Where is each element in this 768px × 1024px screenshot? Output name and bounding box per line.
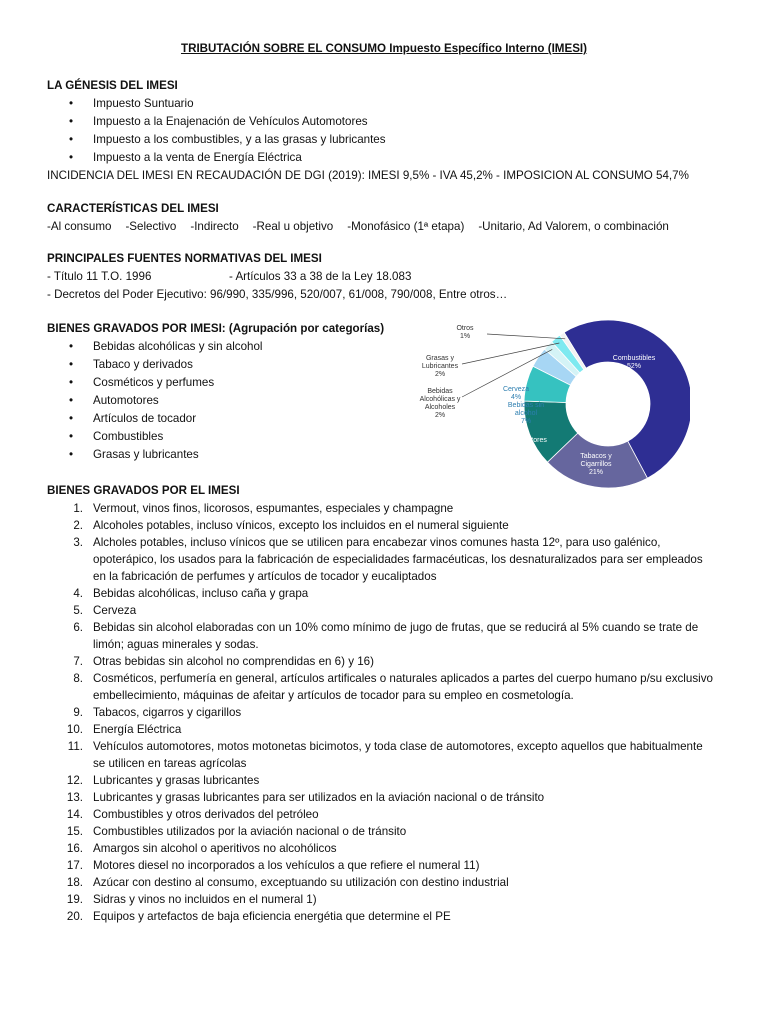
list-item-number: 15. [66,825,83,838]
label-line: 2% [434,412,446,419]
list-item-number: 9. [73,706,83,719]
list-item [47,806,717,823]
list-item-text: Alcholes potables, incluso vínicos que se utilicen para encabezar vinos comunes hasta 12º, para uso galénico, opoterápico, los usados para la fabricación de especialidades farmacéuticas, los desnaturalizados para ser empleados en la fabricación de perfumes y artículos de tocador y eucaliptados [93,536,703,583]
list-item-number: 17. [66,859,83,872]
list-item [47,517,717,534]
label-line: 52% [626,363,642,370]
list-item-text: Vermout, vinos finos, licorosos, espumantes, especiales y champagne [93,502,454,515]
list-item-number: 8. [73,672,83,685]
list-item: • Automotores [47,392,407,410]
list-item-number: 16. [66,842,83,855]
list-item-number: 20. [66,910,83,923]
label-line: alcohol [514,410,538,417]
label-line: Bebidas sin [507,402,545,409]
imesi-donut-chart [410,318,690,498]
list-item [47,653,717,670]
bienes-section [47,482,737,925]
list-item-number: 13. [66,791,83,804]
list-item [47,670,717,704]
list-item-number: 10. [66,723,83,736]
caracteristica-item: -Monofásico (1ª etapa) [347,220,465,233]
label-line: Cigarrillos [580,461,612,468]
list-item [47,619,717,653]
list-item-number: 14. [66,808,83,821]
list-item-number: 12. [66,774,83,787]
list-item: • Artículos de tocador [47,410,407,428]
caracteristicas-row [47,218,737,236]
list-item [47,840,717,857]
genesis-section [47,77,737,185]
label-line: Cerveza [502,386,530,393]
list-item: • Impuesto a la venta de Energía Eléctrica [47,149,737,167]
list-item-text: Azúcar con destino al consumo, exceptuando su utilización con destino industrial [93,876,509,889]
list-item-number: 5. [73,604,83,617]
list-item-text: Motores diesel no incorporados a los vehículos a que refiere el numeral 11) [93,859,480,872]
caracteristicas-section [47,200,737,236]
list-item-text: Lubricantes y grasas lubricantes [93,774,260,787]
label-otros [456,325,474,340]
fuente-titulo: - Título 11 T.O. 1996 [47,270,152,283]
list-item: • Tabaco y derivados [47,356,407,374]
list-item-number: 11. [67,740,83,753]
list-item-text: Vehículos automotores, motos motonetas bicimotos, y toda clase de automotores, excepto aquellos que habitualmente se utilicen en tareas agrícolas [93,740,703,770]
fuentes-section [47,250,737,304]
list-item-number: 3. [73,536,83,549]
label-line: Combustibles [612,355,656,362]
list-item [47,874,717,891]
label-line: Bebidas [427,388,453,395]
bienes-heading: BIENES GRAVADOS POR EL IMESI [47,484,240,497]
fuentes-heading: PRINCIPALES FUENTES NORMATIVAS DEL IMESI [47,252,322,265]
label-line: Alcoholes [424,404,456,411]
list-item [47,891,717,908]
list-item [47,500,717,517]
label-line: Alcohólicas y [419,396,461,403]
list-item [47,721,717,738]
list-item-text: Otras bebidas sin alcohol no comprendidas en 6) y 16) [93,655,374,668]
list-item: • Impuesto Suntuario [47,95,737,113]
label-line: 7% [520,418,532,425]
list-item-text: Amargos sin alcohol o aperitivos no alcohólicos [93,842,337,855]
list-item [47,857,717,874]
list-item [47,602,717,619]
list-item-number: 2. [73,519,83,532]
categorias-section [47,320,407,464]
list-item-text: Combustibles y otros derivados del petróleo [93,808,319,821]
caracteristica-item: -Real u objetivo [252,220,334,233]
categorias-heading: BIENES GRAVADOS POR IMESI: (Agrupación por categorías) [47,322,385,335]
list-item-text: Alcoholes potables, incluso vínicos, excepto los incluidos en el numeral siguiente [93,519,509,532]
caracteristicas-heading: CARACTERÍSTICAS DEL IMESI [47,202,219,215]
list-item-number: 6. [73,621,83,634]
label-line: 2% [434,371,446,378]
leader-line-otros [487,334,565,339]
list-item-text: Equipos y artefactos de baja eficiencia energétia que determine el PE [93,910,451,923]
list-item-text: Lubricantes y grasas lubricantes para ser utilizados en la aviación nacional o de tránsito [93,791,545,804]
list-item-number: 18. [66,876,83,889]
fuentes-line-1 [47,268,737,286]
genesis-list [47,95,737,167]
list-item [47,772,717,789]
list-item: • Impuesto a los combustibles, y a las grasas y lubricantes [47,131,737,149]
list-item-number: 1. [73,502,83,515]
list-item-number: 19. [66,893,83,906]
document-title: TRIBUTACIÓN SOBRE EL CONSUMO Impuesto Específico Interno (IMESI) [180,42,588,55]
list-item [47,823,717,840]
list-item-text: Cerveza [93,604,137,617]
list-item [47,585,717,602]
label-line: 21% [588,469,604,476]
list-item: • Grasas y lubricantes [47,446,407,464]
caracteristica-item: -Unitario, Ad Valorem, o combinación [478,220,669,233]
list-item-text: Combustibles utilizados por la aviación nacional o de tránsito [93,825,407,838]
caracteristica-item: -Indirecto [190,220,239,233]
list-item [47,908,717,925]
label-bebidas-alcoholicas [420,388,461,419]
label-line: Grasas y [425,355,455,362]
list-item: • Cosméticos y perfumes [47,374,407,392]
list-item-text: Bebidas alcohólicas, incluso caña y grapa [93,587,309,600]
caracteristica-item: -Selectivo [125,220,177,233]
list-item-text: Energía Eléctrica [93,723,182,736]
list-item-number: 4. [73,587,83,600]
list-item-text: Tabacos, cigarros y cigarillos [93,706,242,719]
list-item [47,789,717,806]
genesis-heading: LA GÉNESIS DEL IMESI [47,79,178,92]
fuente-ley: - Artículos 33 a 38 de la Ley 18.083 [229,270,412,283]
list-item-text: Cosméticos, perfumería en general, artículos artificales o naturales aplicados a partes del cuerpo humano p/su exclusivo embellecimiento, máquinas de afeitar y artículos de tocador para su empleo en cosmetología. [93,672,713,702]
categorias-list [47,338,407,464]
incidencia-text: INCIDENCIA DEL IMESI EN RECAUDACIÓN DE DGI (2019): IMESI 9,5% - IVA 45,2% - IMPOSICION AL CONSUMO 54,7% [47,169,689,182]
label-line: Tabacos y [580,453,612,460]
fuentes-line-2: - Decretos del Poder Ejecutivo: 96/990, 335/996, 520/007, 61/008, 790/008, Entre otros… [47,288,508,301]
label-grasas-lubricantes [422,355,459,378]
list-item [47,704,717,721]
bienes-list [47,500,717,925]
list-item [47,534,717,585]
label-line: Otros [456,325,474,332]
list-item: • Impuesto a la Enajenación de Vehículos Automotores [47,113,737,131]
label-line: 1% [459,333,471,340]
list-item: • Combustibles [47,428,407,446]
label-line: 13% [519,445,535,452]
list-item-text: Bebidas sin alcohol elaboradas con un 10% como mínimo de jugo de frutas, que se reducirá al 5% cuando se trate de limón; aguas minerales y sodas. [93,621,699,651]
list-item-text: Sidras y vinos no incluidos en el numeral 1) [93,893,317,906]
list-item: • Bebidas alcohólicas y sin alcohol [47,338,407,356]
label-line: Automotores [507,437,547,444]
caracteristica-item: -Al consumo [47,220,112,233]
list-item [47,738,717,772]
label-line: 4% [510,394,522,401]
label-line: Lubricantes [421,363,459,370]
list-item-number: 7. [73,655,83,668]
